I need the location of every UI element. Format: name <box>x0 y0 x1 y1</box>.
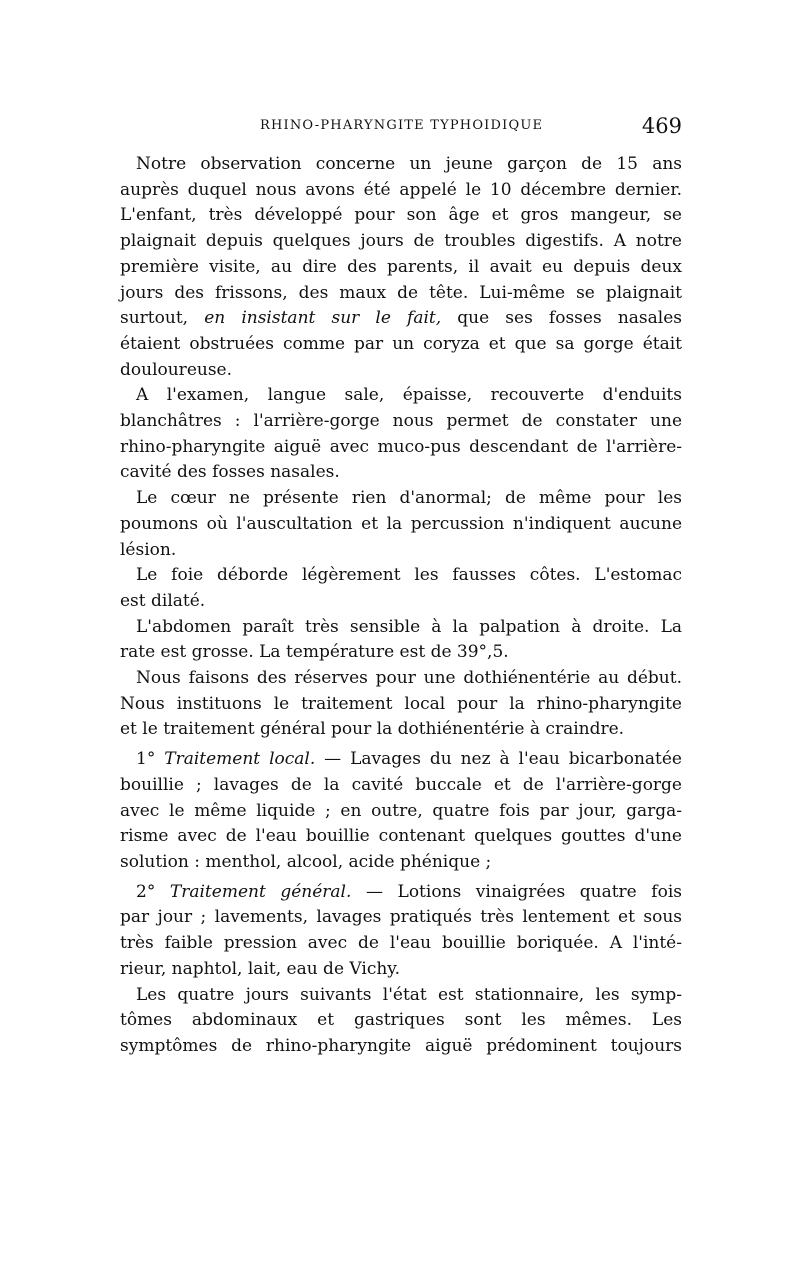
running-title: RHINO-PHARYNGITE TYPHOIDIQUE <box>260 118 544 133</box>
running-head <box>120 114 682 146</box>
text-line <box>120 880 682 906</box>
text-line <box>120 747 682 773</box>
text-line: est dilaté. <box>120 590 206 611</box>
text-line: risme avec de l'eau bouillie contenant quelques gouttes d'une <box>120 826 682 847</box>
text-line <box>120 306 682 332</box>
page-number: 469 <box>641 114 682 138</box>
paragraph <box>120 486 682 563</box>
text-line: rhino-pharyngite aiguë avec muco-pus descendant de l'arrière- <box>120 436 682 457</box>
paragraph <box>120 563 682 614</box>
text-line: auprès duquel nous avons été appelé le 10 décembre dernier. <box>120 179 682 200</box>
text-run: — Lotions vinaigrées quatre fois <box>351 881 682 902</box>
text-line: rieur, naphtol, lait, eau de Vichy. <box>120 958 401 979</box>
italic-phrase: en insistant sur le fait, <box>204 308 442 329</box>
text-run: que ses fosses nasales <box>441 308 682 329</box>
text-line: rate est grosse. La température est de 39°,5. <box>120 642 509 663</box>
text-line: blanchâtres : l'arrière-gorge nous permet de constater une <box>120 411 682 432</box>
text-run: surtout, <box>120 308 205 329</box>
paragraph <box>120 615 682 666</box>
paragraph <box>120 666 682 743</box>
text-line: lésion. <box>120 539 177 560</box>
body-text <box>120 152 682 1060</box>
text-line: et le traitement général pour la dothiénentérie à craindre. <box>120 719 625 740</box>
text-line: Les quatre jours suivants l'état est stationnaire, les symp- <box>136 984 682 1005</box>
text-line: L'enfant, très développé pour son âge et gros mangeur, se <box>120 205 682 226</box>
text-line: première visite, au dire des parents, il avait eu depuis deux <box>120 256 682 277</box>
text-line: bouillie ; lavages de la cavité buccale et de l'arrière-gorge <box>120 774 682 795</box>
text-line: Nous faisons des réserves pour une dothiénentérie au début. <box>136 668 682 689</box>
text-line: jours des frissons, des maux de tête. Lui-même se plaignait <box>120 282 682 303</box>
text-line: plaignait depuis quelques jours de troubles digestifs. A notre <box>120 231 682 252</box>
section-heading: Traitement local. <box>164 749 316 770</box>
text-line: symptômes de rhino-pharyngite aiguë prédominent toujours <box>120 1035 682 1056</box>
text-line: Notre observation concerne un jeune garçon de 15 ans <box>136 154 682 174</box>
text-run: — Lavages du nez à l'eau bicarbonatée <box>315 749 682 770</box>
text-line: très faible pression avec de l'eau bouillie boriquée. A l'inté- <box>120 933 682 954</box>
paragraph <box>120 383 682 486</box>
text-line: solution : menthol, alcool, acide phénique ; <box>120 851 492 872</box>
text-line: tômes abdominaux et gastriques sont les mêmes. Les <box>120 1010 682 1031</box>
paragraph-local-treatment <box>120 747 682 876</box>
paragraph <box>120 152 682 383</box>
list-label: 1° <box>136 749 165 770</box>
text-line: Le cœur ne présente rien d'anormal; de même pour les <box>136 488 682 509</box>
text-line: étaient obstruées comme par un coryza et que sa gorge était <box>120 333 682 354</box>
text-line: Nous instituons le traitement local pour la rhino-pharyngite <box>120 693 682 714</box>
text-line: L'abdomen paraît très sensible à la palpation à droite. La <box>136 616 682 637</box>
text-line: avec le même liquide ; en outre, quatre fois par jour, garga- <box>120 800 682 821</box>
text-line: cavité des fosses nasales. <box>120 462 340 483</box>
list-label: 2° <box>136 881 170 902</box>
section-heading: Traitement général. <box>169 881 352 902</box>
paragraph <box>120 983 682 1060</box>
paragraph-general-treatment <box>120 880 682 983</box>
text-line: Le foie déborde légèrement les fausses côtes. L'estomac <box>136 565 682 586</box>
text-line: A l'examen, langue sale, épaisse, recouverte d'enduits <box>136 385 682 406</box>
text-line: douloureuse. <box>120 359 233 380</box>
text-line: poumons où l'auscultation et la percussion n'indiquent aucune <box>120 513 682 534</box>
text-line: par jour ; lavements, lavages pratiqués très lentement et sous <box>120 907 682 928</box>
